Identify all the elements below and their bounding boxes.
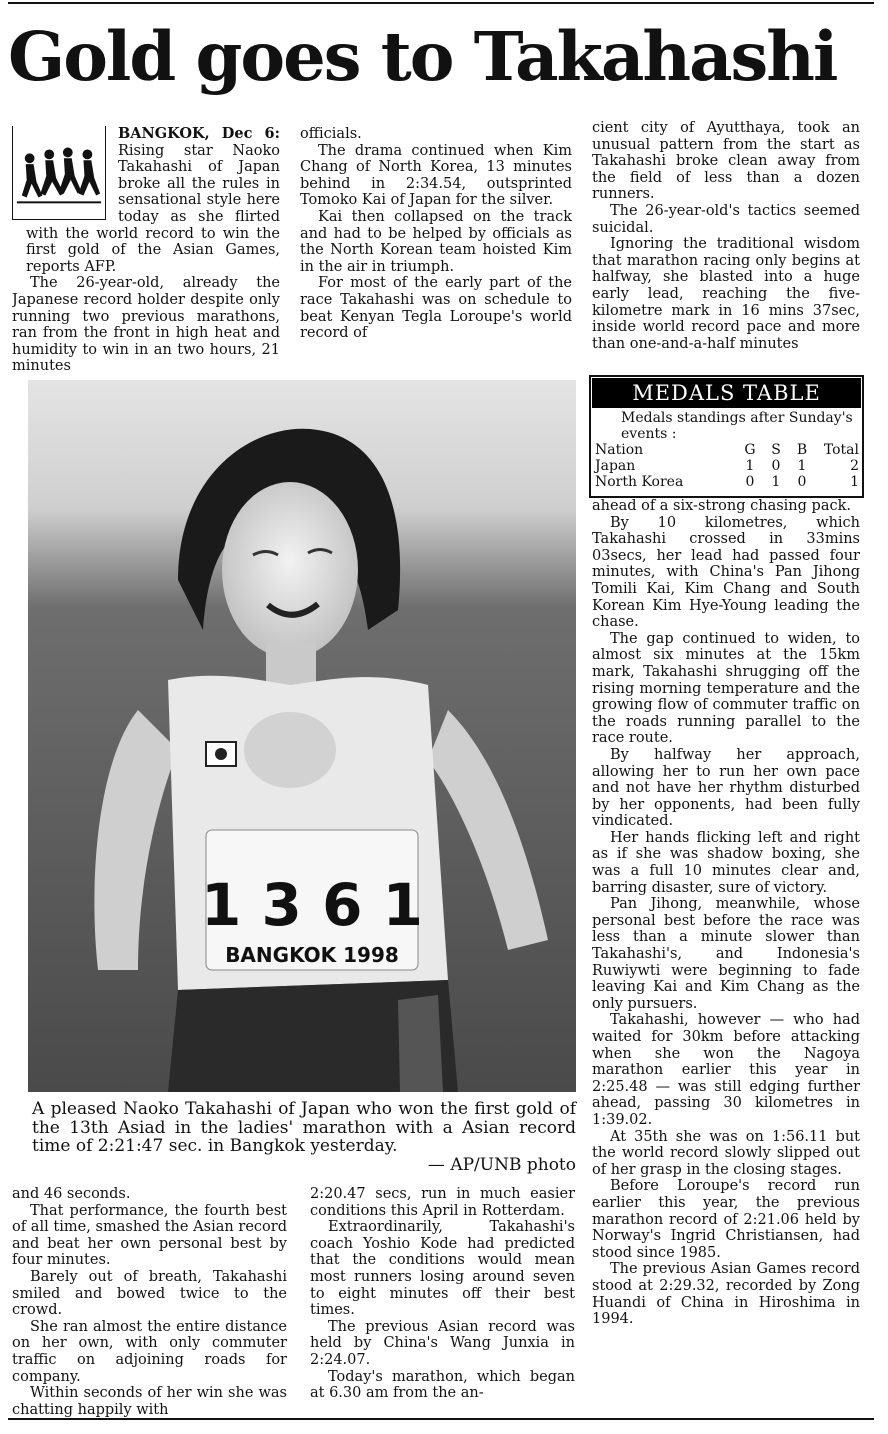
paragraph: She ran almost the entire distance on her own, with only commuter traffic on adjoining roads for company. [12, 1318, 287, 1385]
paragraph: Within seconds of her win she was chatting happily with [12, 1385, 287, 1418]
paragraph: Extraordinarily, Takahashi's coach Yoshio Kode had predicted that the conditions would mean most runners losing around seven to eight minutes off their best times. [310, 1219, 575, 1319]
article-column-2 [300, 126, 572, 374]
paragraph: The 26-year-old's tactics seemed suicidal. [592, 202, 860, 236]
cell-total: 2 [850, 458, 859, 474]
paragraph: Barely out of breath, Takahashi smiled and bowed twice to the crowd. [12, 1268, 287, 1319]
header-nation: Nation [595, 442, 644, 458]
paragraph: That performance, the fourth best of all time, smashed the Asian record and beat her own personal best by four minutes. [12, 1202, 287, 1269]
cell-silver: 0 [771, 458, 781, 474]
medals-table [595, 442, 859, 490]
paragraph: The 26-year-old, already the Japanese record holder despite only running two previous marathons, ran from the front in high heat and humidity to win in an two hours, 21 minutes [12, 275, 280, 374]
paragraph: For most of the early part of the race Takahashi was on schedule to beat Kenyan Tegla Loroupe's world record of [300, 275, 572, 342]
medals-table-subtitle: Medals standings after Sunday's events : [621, 410, 853, 442]
photo-caption [32, 1100, 576, 1174]
paragraph: ahead of a six-strong chasing pack. [592, 498, 851, 514]
bib-event: BANGKOK 1998 [225, 943, 399, 967]
paragraph: At 35th she was on 1:56.11 but the world record slowly slipped out of her grasp in the closing stages. [592, 1128, 860, 1178]
paragraph: The gap continued to widen, to almost six minutes at the 15km mark, Takahashi shrugging off the rising morning temperature and the growing flow of commuter traffic on the roads running parallel to the race route. [592, 630, 860, 747]
header-total: Total [823, 442, 859, 458]
paragraph: Pan Jihong, meanwhile, whose personal best before the race was less than a minute slower than Takahashi's, and Indonesia's Ruwiywti were beginning to fade leaving Kai and Kim Chang as the only pursuers. [592, 896, 860, 1012]
article-column-1 [12, 126, 280, 374]
medals-table-title: MEDALS TABLE [592, 378, 861, 408]
cell-nation: Japan [595, 458, 636, 474]
paragraph: The drama continued when Kim Chang of North Korea, 13 minutes behind in 2:34.54, outsprinted Tomoko Kai of Japan for the silver. [300, 142, 572, 209]
paragraph: 2:20.47 secs, run in much easier conditions this April in Rotterdam. [310, 1186, 575, 1219]
paragraph: cient city of Ayutthaya, took an unusual pattern from the start as Takahashi broke clean away from the field of less than a dozen runners. [592, 120, 860, 203]
paragraph: officials. [300, 126, 362, 142]
paragraph: Her hands flicking left and right as if she was shadow boxing, she was a full 10 minutes clear and, barring disaster, sure of victory. [592, 829, 860, 896]
top-rule [8, 2, 874, 4]
medals-table-box [589, 375, 864, 498]
cell-silver: 1 [771, 474, 781, 490]
paragraph: Kai then collapsed on the track and had to be helped by officials as the North Korean team hoisted Kim in the air in triumph. [300, 208, 572, 275]
paragraph: Before Loroupe's record run earlier this year, the previous marathon record of 2:21.06 held by Norway's Ingrid Christiansen, had stood since 1985. [592, 1178, 860, 1261]
cell-bronze: 1 [797, 458, 807, 474]
paragraph: Takahashi, however — who had waited for 30km before attacking when she won the Nagoya marathon earlier this year in 2:25.48 — was still edging further ahead, passing 30 kilometres in 1:39.02. [592, 1012, 860, 1128]
paragraph: By halfway her approach, allowing her to run her own pace and not have her rhythm disturbed by her opponents, had been fully vindicated. [592, 746, 860, 830]
cell-nation: North Korea [595, 474, 684, 490]
dateline: BANGKOK, Dec 6: [118, 126, 280, 142]
table-header-row [595, 442, 859, 458]
photo-credit: — AP/UNB photo [427, 1154, 576, 1175]
header-silver: S [771, 442, 781, 458]
bottom-rule [8, 1418, 874, 1420]
cell-gold: 1 [745, 458, 755, 474]
headline: Gold goes to Takahashi [8, 17, 837, 96]
article-column-5 [12, 1186, 287, 1418]
paragraph: By 10 kilometres, which Takahashi crossed in 33mins 03secs, her lead had passed four minutes, with China's Pan Jihong Tomili Kai, Kim Chang and South Korean Kim Hye-Young leading the chase. [592, 514, 860, 631]
article-column-4 [592, 498, 860, 1416]
cell-bronze: 0 [797, 474, 807, 490]
bib-number: 1 3 6 1 [200, 871, 424, 939]
article-column-6 [310, 1186, 575, 1418]
paragraph: and 46 seconds. [12, 1186, 131, 1202]
paragraph: Today's marathon, which began at 6.30 am from the an- [310, 1368, 575, 1402]
table-row [595, 458, 859, 474]
table-row [595, 474, 859, 490]
header-bronze: B [796, 442, 808, 458]
runners-logo-icon [12, 126, 106, 220]
paragraph: The previous Asian record was held by China's Wang Junxia in 2:24.07. [310, 1318, 575, 1368]
article-column-3 [592, 120, 860, 374]
paragraph: Ignoring the traditional wisdom that marathon racing only begins at halfway, she blasted into a huge early lead, reaching the five-kilometre mark in 16 mins 37sec, inside world record pace and more than one-and-a-half minutes [592, 236, 860, 352]
header-gold: G [744, 442, 756, 458]
runner-photo [28, 380, 576, 1092]
paragraph: The previous Asian Games record stood at 2:29.32, recorded by Zong Huandi of China in Hiroshima in 1994. [592, 1261, 860, 1328]
paragraph: Rising star Naoko Takahashi of Japan broke all the rules in sensational style here today as she flirted with the world record to win the first gold of the Asian Games, reports AFP. [26, 142, 280, 275]
cell-total: 1 [850, 474, 859, 490]
caption-text: A pleased Naoko Takahashi of Japan who won the first gold of the 13th Asiad in the ladies' marathon with a Asian record time of 2:21:47 sec. in Bangkok yesterday. [32, 1099, 576, 1156]
cell-gold: 0 [745, 474, 755, 490]
